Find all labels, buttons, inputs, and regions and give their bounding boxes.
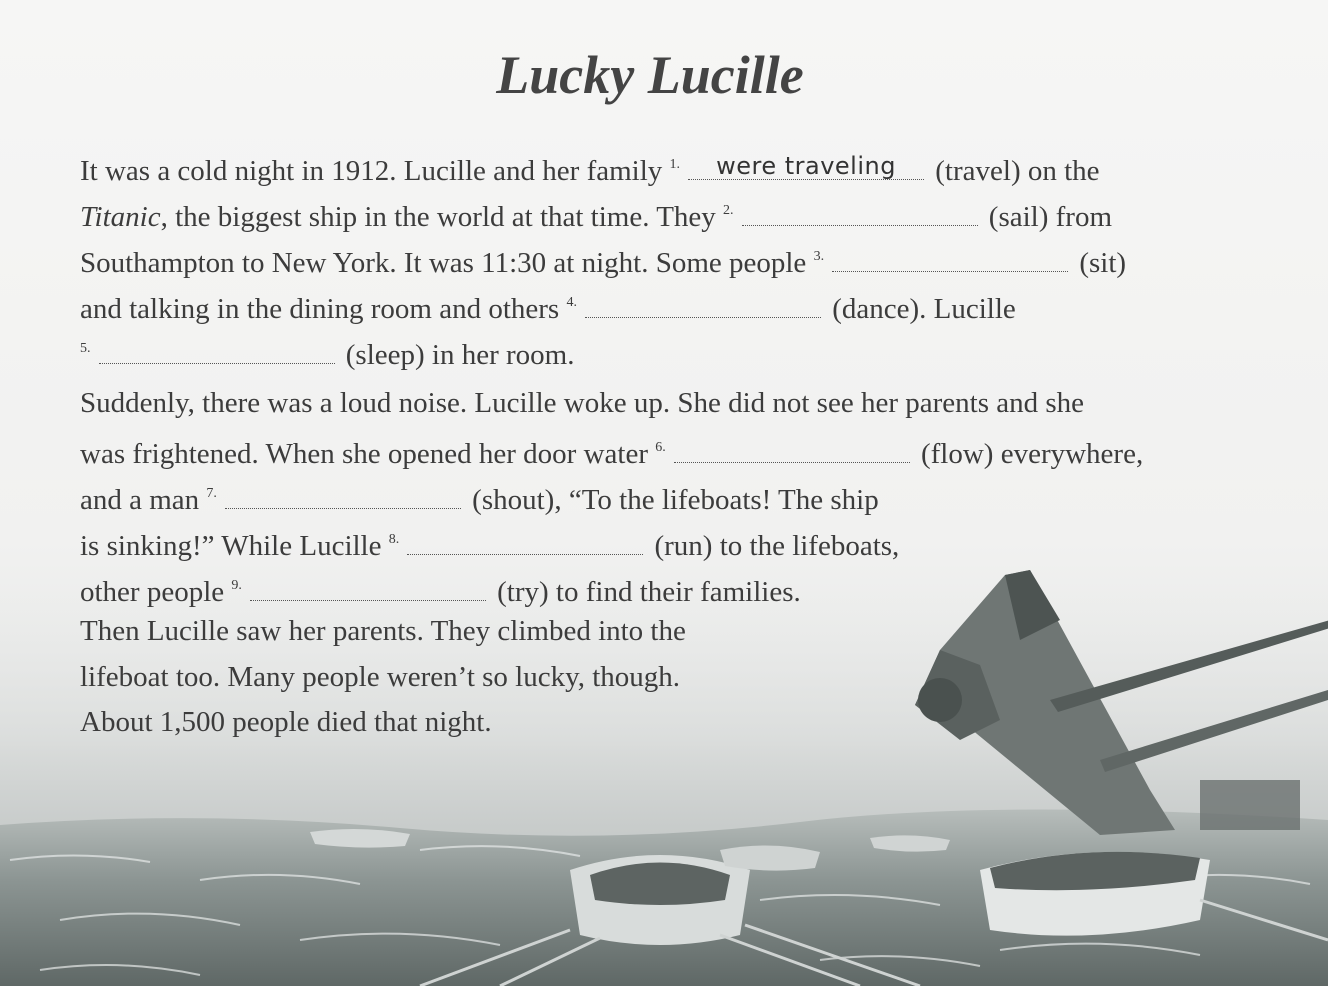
answer-field-9[interactable] [250, 576, 486, 601]
blank-number-2: 2. [723, 203, 734, 218]
text-segment: (travel) on the [935, 155, 1100, 187]
text-segment: (dance). Lucille [832, 293, 1016, 325]
answer-field-2[interactable] [742, 201, 978, 226]
paragraph2-line6: Then Lucille saw her parents. They climbed into the [80, 615, 686, 647]
blank-number-1: 1. [669, 157, 681, 172]
paragraph1-line2 [80, 194, 1112, 234]
ship-name: Titanic [80, 201, 161, 233]
text-segment: and a man [80, 484, 200, 516]
answer-field-4[interactable] [585, 293, 821, 318]
text-segment: (flow) everywhere, [920, 438, 1144, 470]
answer-field-3[interactable] [832, 247, 1068, 272]
text-segment: (try) to find their families. [497, 576, 801, 608]
text-segment: is sinking!” While Lucille [80, 530, 382, 562]
blank-number-9: 9. [231, 578, 242, 593]
text-segment: , the biggest ship in the world at that time. They [160, 201, 716, 233]
answer-field-8[interactable] [407, 530, 643, 555]
answer-1-text: were traveling [716, 152, 896, 180]
blank-number-5: 5. [80, 341, 91, 356]
answer-field-6[interactable] [674, 438, 910, 463]
paragraph1-line3 [80, 240, 1126, 280]
blank-number-4: 4. [566, 295, 577, 310]
paragraph2-line4 [80, 523, 899, 563]
text-segment: (sit) [1079, 247, 1127, 279]
paragraph2-line3 [80, 477, 879, 517]
blank-number-3: 3. [813, 249, 825, 264]
paragraph2-line5 [80, 569, 801, 609]
text-segment: and talking in the dining room and others [80, 293, 560, 325]
paragraph2-line7: lifeboat too. Many people weren’t so lucky, though. [80, 661, 681, 693]
text-segment: Southampton to New York. It was 11:30 at night. Some people [80, 247, 807, 279]
paragraph1-line4 [80, 286, 1016, 326]
page-title: Lucky Lucille [496, 45, 804, 105]
text-segment: (sail) from [988, 201, 1113, 233]
answer-field-7[interactable] [225, 484, 461, 509]
text-segment: other people [80, 576, 225, 608]
paragraph2-line2 [80, 431, 1143, 471]
paragraph1-line5 [80, 332, 574, 372]
blank-number-7: 7. [206, 486, 217, 501]
paragraph2-line1: Suddenly, there was a loud noise. Lucille woke up. She did not see her parents and she [80, 387, 1085, 419]
paragraph2-line8: About 1,500 people died that night. [80, 706, 492, 738]
text-segment: It was a cold night in 1912. Lucille and her family [80, 155, 663, 187]
text-segment: (sleep) in her room. [345, 339, 575, 371]
text-segment: (run) to the lifeboats, [654, 530, 900, 562]
blank-number-8: 8. [388, 532, 400, 547]
text-segment: (shout), “To the lifeboats! The ship [472, 484, 879, 516]
paragraph1-line1 [80, 148, 1100, 188]
answer-field-1[interactable] [688, 152, 924, 180]
blank-number-6: 6. [655, 440, 666, 455]
text-segment: was frightened. When she opened her door water [80, 438, 648, 470]
answer-field-5[interactable] [99, 339, 335, 364]
